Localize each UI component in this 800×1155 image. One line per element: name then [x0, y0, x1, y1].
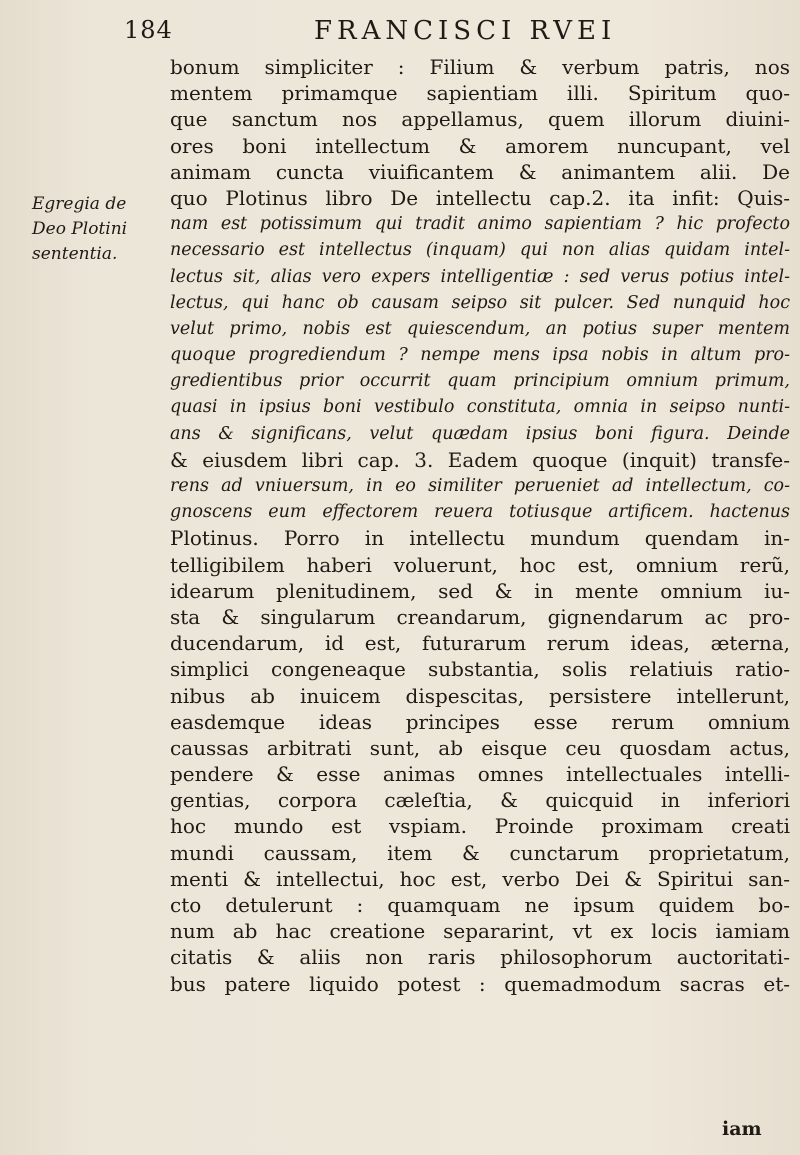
main-text	[170, 54, 790, 997]
text-line: que sanctum nos appellamus, quem illorum diuini-	[170, 107, 790, 132]
text-line: citatis & aliis non raris philosophorum auctoritati-	[170, 945, 790, 970]
text-line: hoc mundo est vspiam. Proinde proximam creati	[170, 814, 790, 839]
text-line: rens ad vniuersum, in eo similiter perueniet ad intellectum, co-	[170, 476, 790, 496]
text-line: easdemque ideas principes esse rerum omnium	[170, 709, 790, 734]
text-line: num ab hac creatione separarint, vt ex locis iamiam	[170, 919, 790, 944]
page-number: 184	[124, 16, 173, 44]
page-header	[124, 14, 774, 50]
margin-note	[32, 192, 157, 267]
text-line: gredientibus prior occurrit quam principium omnium primum,	[170, 371, 790, 392]
text-line: menti & intellectui, hoc est, verbo Dei & Spiritui san-	[170, 866, 790, 891]
text-line: lectus, qui hanc ob causam seipso sit pulcer. Sed nunquid hoc	[170, 292, 790, 313]
text-line: mundi caussam, item & cunctarum proprietatum,	[170, 840, 790, 865]
text-line: simplici congeneaque substantia, solis relatiuis ratio-	[170, 657, 790, 682]
margin-note-line: sententia.	[32, 244, 118, 264]
text-line: nibus ab inuicem dispescitas, persistere intellerunt,	[170, 683, 790, 708]
text-line: ducendarum, id est, futurarum rerum ideas, æterna,	[170, 631, 790, 656]
text-line: pendere & esse animas omnes intellectuales intelli-	[170, 762, 790, 787]
text-line: quo Plotinus libro De intellectu cap.2. ita infit: Quis-	[170, 185, 790, 210]
text-line: quasi in ipsius boni vestibulo constituta, omnia in seipso nunti-	[170, 397, 790, 418]
text-line: lectus sit, alias vero expers intelligentiæ : sed verus potius intel-	[170, 266, 790, 287]
text-line: quoque progrediendum ? nempe mens ipsa nobis in altum pro-	[170, 345, 790, 366]
text-line: idearum plenitudinem, sed & in mente omnium iu-	[170, 578, 790, 603]
margin-note-line: Egregia de	[32, 194, 127, 214]
text-line: ores boni intellectum & amorem nuncupant, vel	[170, 133, 790, 158]
margin-note-line: Deo Plotini	[32, 219, 128, 239]
text-line: gnoscens eum effectorem reuera totiusque artificem. hactenus	[170, 502, 790, 523]
text-line: animam cuncta viuificantem & animantem alii. De	[170, 159, 790, 184]
text-line: velut primo, nobis est quiescendum, an potius super mentem	[170, 318, 790, 339]
text-line: nam est potissimum qui tradit animo sapientiam ? hic profecto	[170, 214, 790, 235]
text-line: gentias, corpora cæleſtia, & quicquid in inferiori	[170, 788, 790, 813]
catchword: iam	[722, 1118, 762, 1140]
text-line: telligibilem haberi voluerunt, hoc est, omnium rerũ,	[170, 552, 790, 577]
text-line: caussas arbitrati sunt, ab eisque ceu quosdam actus,	[170, 735, 790, 760]
running-title: FRANCISCI RVEI	[314, 16, 617, 46]
text-line: ans & significans, velut quædam ipsius boni figura. Deinde	[170, 423, 790, 444]
text-line: necessario est intellectus (inquam) qui non alias quidam intel-	[170, 240, 790, 261]
text-line: & eiusdem libri cap. 3. Eadem quoque (inquit) transfe-	[170, 447, 790, 472]
text-line: bonum simpliciter : Filium & verbum patris, nos	[170, 55, 790, 79]
text-line: cto detulerunt : quamquam ne ipsum quidem bo-	[170, 893, 790, 917]
text-line: Plotinus. Porro in intellectu mundum quendam in-	[170, 526, 790, 551]
text-line: sta & singularum creandarum, gignendarum ac pro-	[170, 604, 790, 629]
text-line: mentem primamque sapientiam illi. Spiritum quo-	[170, 81, 790, 106]
text-line: bus patere liquido potest : quemadmodum sacras et-	[170, 971, 790, 996]
